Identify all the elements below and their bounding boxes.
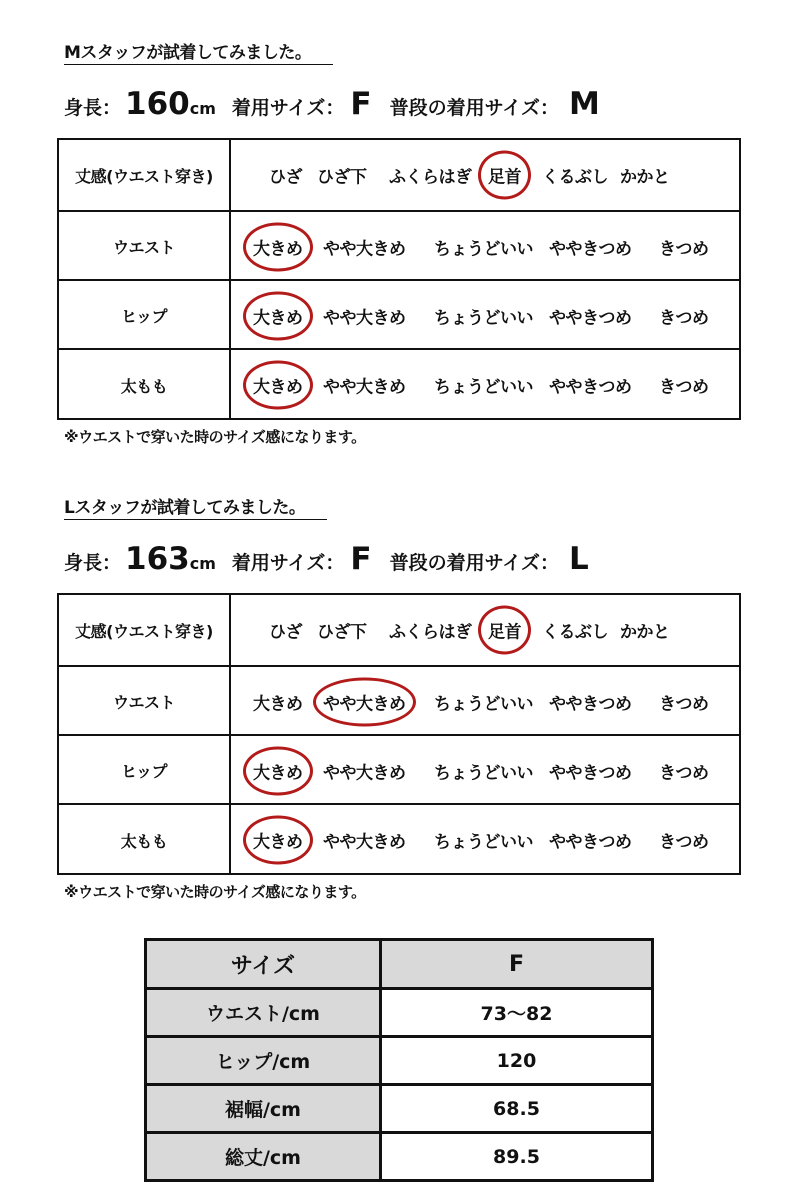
fit-row-label: 丈感(ウエスト穿き)	[59, 595, 231, 665]
staff-title: Mスタッフが試着してみました。	[64, 42, 333, 65]
fit-option: ちょうどいい	[434, 694, 533, 714]
size-table-header-value: F	[381, 940, 653, 989]
size-table-key: ヒップ/cm	[146, 1037, 381, 1085]
fit-option: ちょうどいい	[434, 239, 533, 259]
fit-option: ややきつめ	[549, 308, 632, 328]
size-table-key: 裾幅/cm	[146, 1085, 381, 1133]
fit-option: ひざ	[269, 167, 302, 188]
fit-option: かかと	[620, 622, 670, 643]
fit-option: 大きめ	[253, 694, 303, 714]
fit-row-hip	[59, 734, 739, 805]
fit-option-selected: 大きめ	[253, 303, 303, 328]
fit-option: きつめ	[659, 763, 709, 783]
fit-table	[57, 138, 741, 420]
size-table-row	[146, 1133, 653, 1181]
fit-option: やや大きめ	[323, 763, 406, 783]
fit-option: きつめ	[659, 377, 709, 398]
fit-row-label: 太もも	[59, 350, 231, 420]
fit-option: ややきつめ	[549, 832, 632, 853]
fit-row-length	[59, 140, 739, 210]
size-table-value: 73〜82	[381, 989, 653, 1037]
fit-option: ふくらはぎ	[389, 622, 472, 643]
size-table-row	[146, 1085, 653, 1133]
fit-options	[231, 667, 739, 736]
fit-option: きつめ	[659, 694, 709, 714]
fit-options	[231, 805, 739, 875]
size-table-key: ウエスト/cm	[146, 989, 381, 1037]
worn-size-label: 着用サイズ：	[231, 552, 345, 574]
fit-option: ややきつめ	[549, 763, 632, 783]
fit-row-hip	[59, 279, 739, 350]
fit-option-selected: 大きめ	[253, 234, 303, 259]
fit-option: ややきつめ	[549, 694, 632, 714]
height-label: 身長：	[64, 97, 122, 119]
fit-option: きつめ	[659, 832, 709, 853]
fit-option: ひざ下	[317, 622, 367, 643]
fit-options	[231, 350, 739, 420]
fit-option: やや大きめ	[323, 308, 406, 328]
staff-info	[64, 86, 600, 126]
fit-row-thigh	[59, 348, 739, 420]
worn-size-value: F	[350, 86, 372, 122]
usual-size-value: L	[569, 541, 589, 577]
size-table	[144, 938, 654, 1182]
fit-option: ややきつめ	[549, 239, 632, 259]
fit-options	[231, 595, 739, 665]
fit-row-thigh	[59, 803, 739, 875]
fit-option-selected: 大きめ	[253, 828, 303, 853]
fit-option: かかと	[620, 167, 670, 188]
fit-table	[57, 593, 741, 875]
fit-note: ※ウエストで穿いた時のサイズ感になります。	[64, 428, 366, 446]
fit-option: やや大きめ	[323, 832, 406, 853]
fit-option-selected: 大きめ	[253, 758, 303, 783]
fit-option: くるぶし	[542, 622, 608, 643]
usual-size-label: 普段の着用サイズ：	[389, 97, 560, 119]
size-table-row	[146, 1037, 653, 1085]
size-table-key: 総丈/cm	[146, 1133, 381, 1181]
height-label: 身長：	[64, 552, 122, 574]
fit-options	[231, 281, 739, 350]
size-table-header-key: サイズ	[146, 940, 381, 989]
fit-row-label: ウエスト	[59, 212, 231, 281]
fit-option: ちょうどいい	[434, 377, 533, 398]
fit-options	[231, 140, 739, 210]
size-table-value: 120	[381, 1037, 653, 1085]
fit-note: ※ウエストで穿いた時のサイズ感になります。	[64, 883, 366, 901]
height-value: 163	[125, 541, 190, 577]
fit-row-waist	[59, 210, 739, 281]
staff-title: Lスタッフが試着してみました。	[64, 497, 327, 520]
usual-size-value: M	[569, 86, 600, 122]
fit-option: きつめ	[659, 239, 709, 259]
size-table-header	[146, 940, 653, 989]
fit-option: ふくらはぎ	[389, 167, 472, 188]
fit-option: くるぶし	[542, 167, 608, 188]
fit-option: やや大きめ	[323, 377, 406, 398]
fit-row-label: ヒップ	[59, 281, 231, 350]
fit-options	[231, 212, 739, 281]
fit-row-label: ヒップ	[59, 736, 231, 805]
fit-row-waist	[59, 665, 739, 736]
fit-option: やや大きめ	[323, 239, 406, 259]
size-table-value: 68.5	[381, 1085, 653, 1133]
fit-row-label: 丈感(ウエスト穿き)	[59, 140, 231, 210]
worn-size-label: 着用サイズ：	[231, 97, 345, 119]
height-value: 160	[125, 86, 190, 122]
fit-option: ちょうどいい	[434, 763, 533, 783]
fit-option: ひざ	[269, 622, 302, 643]
size-table-value: 89.5	[381, 1133, 653, 1181]
fit-option: ちょうどいい	[434, 308, 533, 328]
fit-row-label: ウエスト	[59, 667, 231, 736]
fit-option: ややきつめ	[549, 377, 632, 398]
fit-row-length	[59, 595, 739, 665]
fit-options	[231, 736, 739, 805]
fit-row-label: 太もも	[59, 805, 231, 875]
fit-option-selected: 足首	[488, 618, 521, 643]
staff-info	[64, 541, 589, 581]
fit-option-selected: 大きめ	[253, 373, 303, 398]
fit-option-selected: やや大きめ	[323, 689, 406, 714]
worn-size-value: F	[350, 541, 372, 577]
usual-size-label: 普段の着用サイズ：	[389, 552, 560, 574]
fit-option-selected: 足首	[488, 163, 521, 188]
fit-option: ひざ下	[317, 167, 367, 188]
fit-option: ちょうどいい	[434, 832, 533, 853]
height-unit: cm	[189, 99, 216, 118]
fit-option: きつめ	[659, 308, 709, 328]
height-unit: cm	[189, 554, 216, 573]
size-table-row	[146, 989, 653, 1037]
